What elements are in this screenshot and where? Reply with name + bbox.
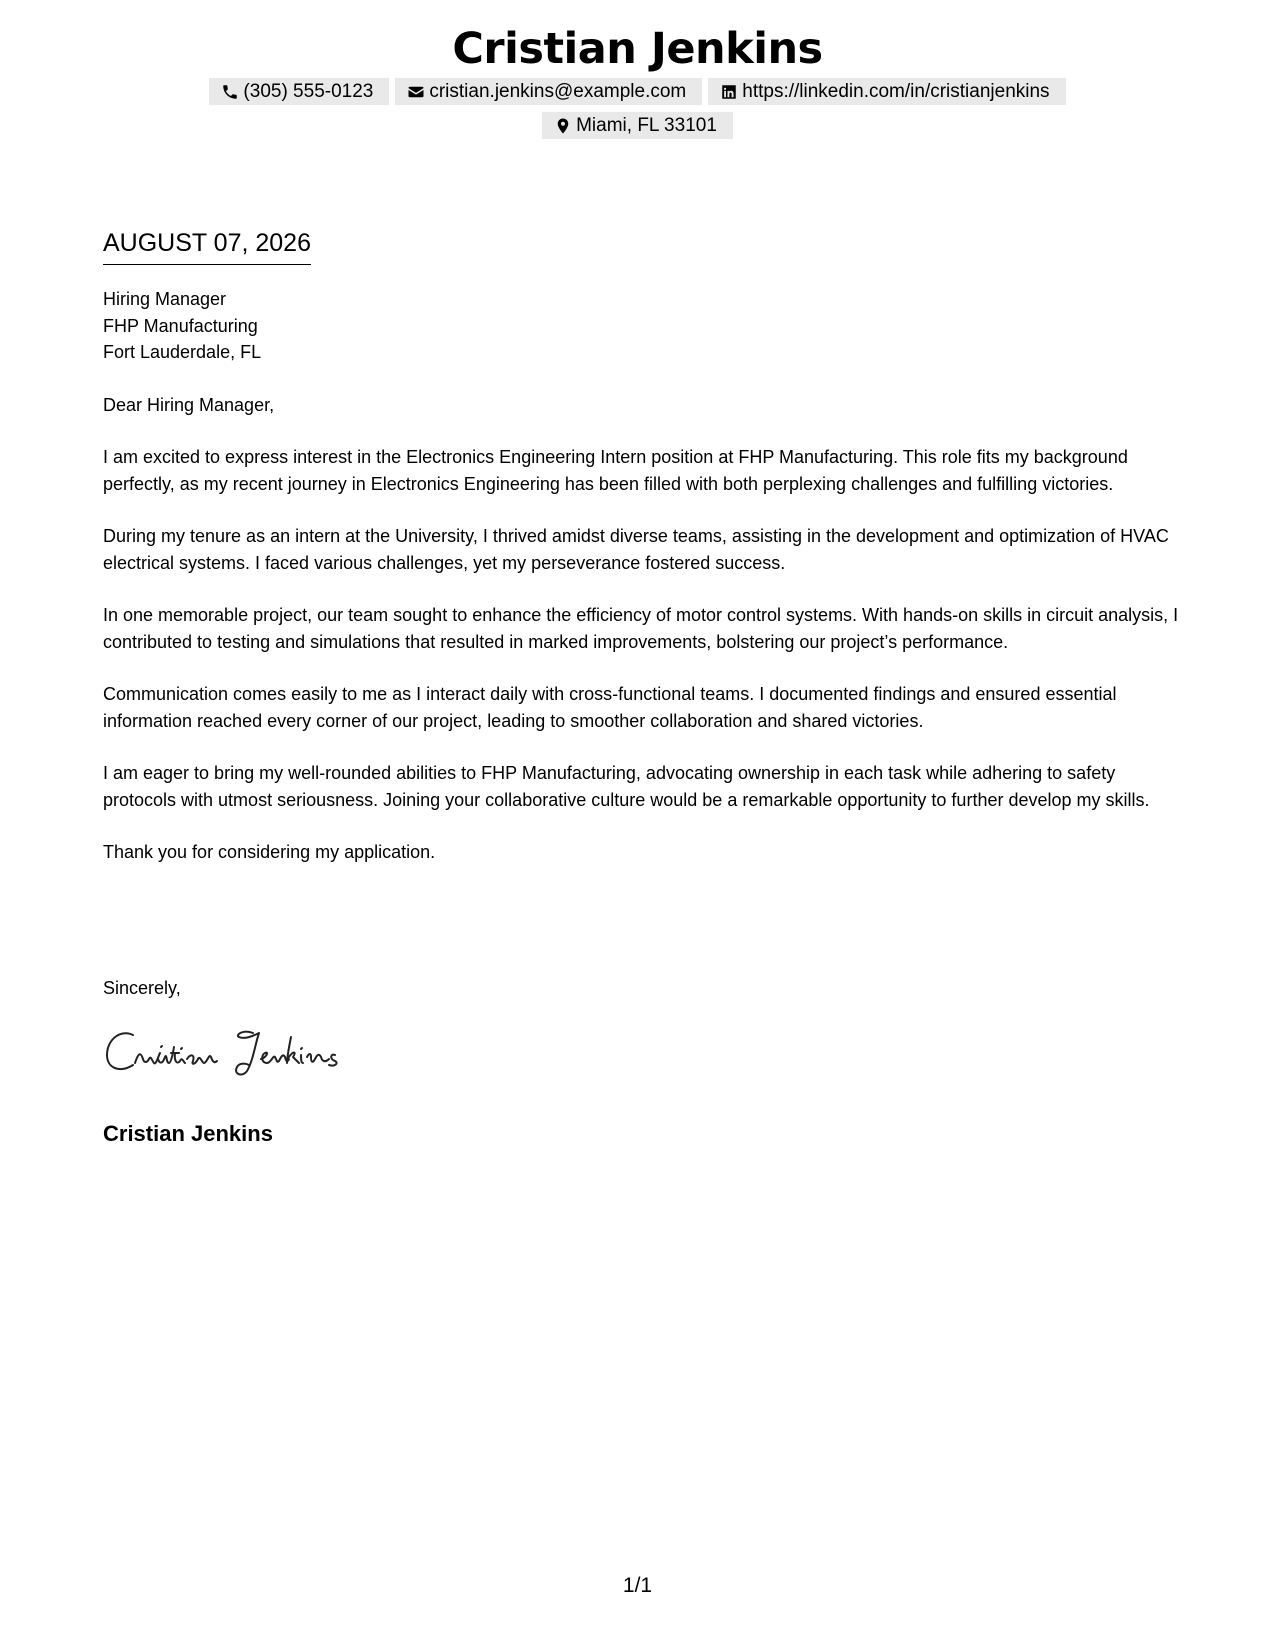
recipient-company: FHP Manufacturing bbox=[103, 315, 258, 336]
signed-name: Cristian Jenkins bbox=[103, 1121, 273, 1146]
contact-row-primary bbox=[0, 78, 1275, 105]
contact-linkedin bbox=[708, 78, 1065, 105]
body-paragraph: I am excited to express interest in the Electronics Engineering Intern position at FHP Manufacturing. This role fits my background perfectly, as my recent journey in Electronics Engineering has been filled with both perplexing challenges and fulfilling victories. bbox=[103, 447, 1128, 494]
letter-date: AUGUST 07, 2026 bbox=[103, 228, 311, 265]
contact-email bbox=[395, 78, 702, 105]
email-address: cristian.jenkins@example.com bbox=[429, 81, 687, 102]
closing: Sincerely, bbox=[103, 978, 181, 998]
contact-location bbox=[542, 112, 733, 139]
thank-you-line: Thank you for considering my application. bbox=[103, 842, 436, 862]
envelope-icon bbox=[407, 83, 425, 101]
sender-name: Cristian Jenkins bbox=[452, 24, 823, 74]
body-paragraph: Communication comes easily to me as I interact daily with cross-functional teams. I documented findings and ensured essential information reached every corner of our project, leading to smoother collaboration and shared victories. bbox=[103, 684, 1117, 731]
contact-phone bbox=[209, 78, 389, 105]
recipient-block bbox=[103, 286, 1183, 366]
phone-number: (305) 555-0123 bbox=[243, 81, 374, 102]
linkedin-url: https://linkedin.com/in/cristianjenkins bbox=[742, 81, 1050, 102]
letter-header bbox=[0, 22, 1275, 139]
salutation: Dear Hiring Manager, bbox=[103, 394, 275, 415]
recipient-title: Hiring Manager bbox=[103, 289, 227, 309]
letter-body bbox=[103, 286, 1183, 892]
phone-icon bbox=[221, 83, 239, 101]
body-paragraph: In one memorable project, our team sought to enhance the efficiency of motor control systems. With hands-on skills in circuit analysis, I contributed to testing and simulations that resulted in marked improvements, bolstering our project’s performance. bbox=[103, 605, 1179, 652]
page-number: 1/1 bbox=[622, 1574, 653, 1597]
body-paragraph: I am eager to bring my well-rounded abilities to FHP Manufacturing, advocating ownership in each task while adhering to safety protocols with utmost seriousness. Joining your collaborative culture would be a remarkable opportunity to further develop my skills. bbox=[103, 763, 1150, 810]
recipient-location: Fort Lauderdale, FL bbox=[103, 342, 262, 362]
body-paragraph: During my tenure as an intern at the University, I thrived amidst diverse teams, assisting in the development and optimization of HVAC electrical systems. I faced various challenges, yet my perseverance fostered success. bbox=[103, 526, 1169, 573]
location-text: Miami, FL 33101 bbox=[576, 115, 717, 136]
linkedin-icon bbox=[720, 83, 738, 101]
contact-row-secondary bbox=[0, 112, 1275, 139]
handwritten-signature bbox=[103, 1023, 363, 1081]
map-marker-icon bbox=[554, 117, 572, 135]
